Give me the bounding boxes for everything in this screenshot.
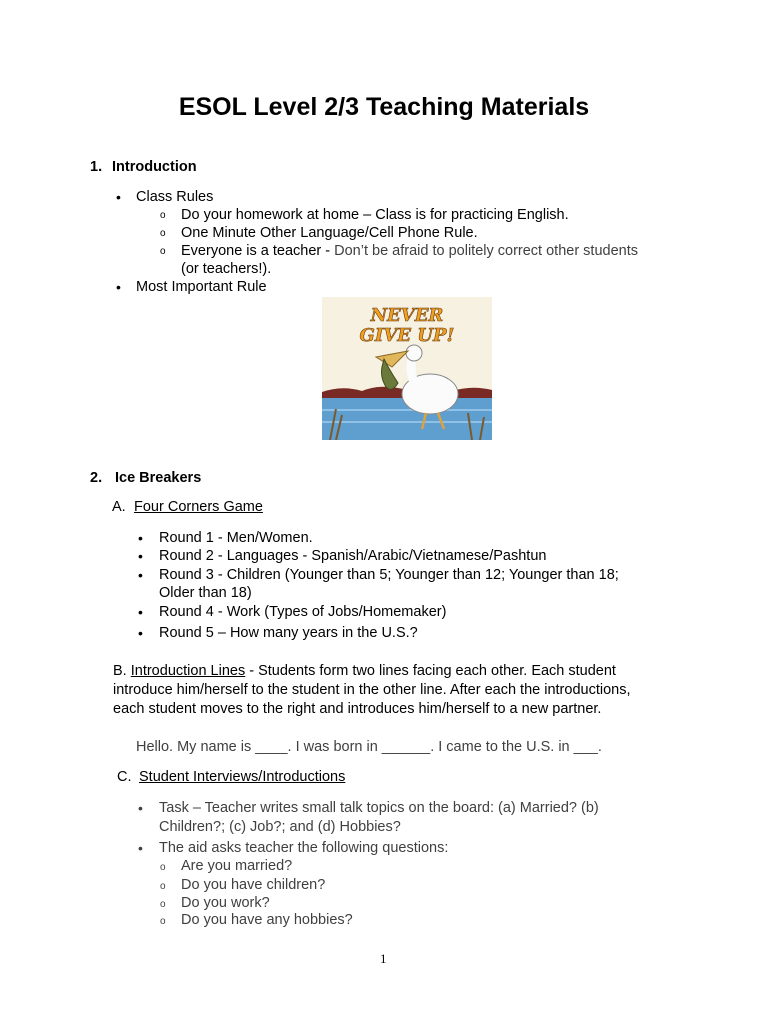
hello-template-line: Hello. My name is ____. I was born in ______. I came to the U.S. in ___. bbox=[136, 739, 602, 755]
subsection-b-letter: B. bbox=[113, 663, 127, 679]
image-lettering-line-1: NEVER bbox=[370, 305, 444, 326]
rule-item: Do your homework at home – Class is for practicing English. bbox=[181, 207, 569, 223]
circle-bullet-icon: o bbox=[160, 881, 166, 892]
subsection-b-title: Introduction Lines bbox=[130, 663, 246, 679]
bullet-icon: • bbox=[138, 625, 143, 641]
bullet-icon: • bbox=[138, 530, 143, 546]
bullet-icon: • bbox=[138, 840, 143, 856]
section-2-number: 2. bbox=[90, 470, 103, 486]
circle-bullet-icon: o bbox=[160, 228, 166, 239]
subsection-c-letter: C. bbox=[117, 769, 132, 785]
page-number: 1 bbox=[380, 951, 387, 966]
never-give-up-illustration bbox=[322, 297, 492, 440]
question-item: Do you have any hobbies? bbox=[181, 912, 353, 928]
subsection-b-text-line: each student moves to the right and introduces him/herself to a new partner. bbox=[113, 701, 602, 717]
subsection-b-text: - Students form two lines facing each other. Each student bbox=[245, 663, 616, 679]
subsection-c-title: Student Interviews/Introductions bbox=[139, 769, 346, 785]
subsection-b-line bbox=[113, 663, 616, 679]
section-1-number: 1. bbox=[90, 159, 103, 175]
circle-bullet-icon: o bbox=[160, 916, 166, 927]
rule-item: One Minute Other Language/Cell Phone Rule. bbox=[181, 225, 478, 241]
round-item: Round 1 - Men/Women. bbox=[159, 530, 313, 546]
page-title: ESOL Level 2/3 Teaching Materials bbox=[178, 93, 590, 121]
subsection-b-text-line: introduce him/herself to the student in the other line. After each the introductions, bbox=[113, 682, 631, 698]
round-item: Round 3 - Children (Younger than 5; Younger than 12; Younger than 18; bbox=[159, 567, 619, 583]
bullet-icon: • bbox=[138, 548, 143, 564]
rule-item-continued: Don’t be afraid to politely correct other students bbox=[334, 243, 638, 259]
class-rules-label: Class Rules bbox=[136, 189, 214, 205]
question-item: Are you married? bbox=[181, 858, 293, 874]
section-1-heading: Introduction bbox=[112, 159, 197, 175]
round-item: Round 5 – How many years in the U.S.? bbox=[159, 625, 418, 641]
section-2-heading: Ice Breakers bbox=[115, 470, 202, 486]
bullet-icon: • bbox=[138, 567, 143, 583]
bullet-icon: • bbox=[116, 279, 121, 295]
subsection-a-letter: A. bbox=[112, 499, 126, 515]
image-lettering-line-2: GIVE UP! bbox=[359, 325, 455, 346]
bullet-icon: • bbox=[116, 189, 121, 205]
question-item: Do you have children? bbox=[181, 877, 326, 893]
bullet-icon: • bbox=[138, 800, 143, 816]
task-line: Task – Teacher writes small talk topics on the board: (a) Married? (b) bbox=[159, 800, 599, 816]
task-line-continuation: Children?; (c) Job?; and (d) Hobbies? bbox=[159, 819, 401, 835]
subsection-a-title: Four Corners Game bbox=[134, 499, 263, 515]
round-item: Round 2 - Languages - Spanish/Arabic/Vietnamese/Pashtun bbox=[159, 548, 547, 564]
circle-bullet-icon: o bbox=[160, 862, 166, 873]
question-item: Do you work? bbox=[181, 895, 270, 911]
circle-bullet-icon: o bbox=[160, 246, 166, 257]
bullet-icon: • bbox=[138, 604, 143, 620]
rule-item bbox=[181, 243, 638, 259]
rule-item-continuation: (or teachers!). bbox=[181, 261, 272, 277]
most-important-label: Most Important Rule bbox=[136, 279, 267, 295]
aid-line: The aid asks teacher the following questions: bbox=[159, 840, 449, 856]
circle-bullet-icon: o bbox=[160, 899, 166, 910]
circle-bullet-icon: o bbox=[160, 210, 166, 221]
rule-item-start: Everyone is a teacher - bbox=[181, 243, 331, 259]
round-item-continuation: Older than 18) bbox=[159, 585, 252, 601]
round-item: Round 4 - Work (Types of Jobs/Homemaker) bbox=[159, 604, 447, 620]
